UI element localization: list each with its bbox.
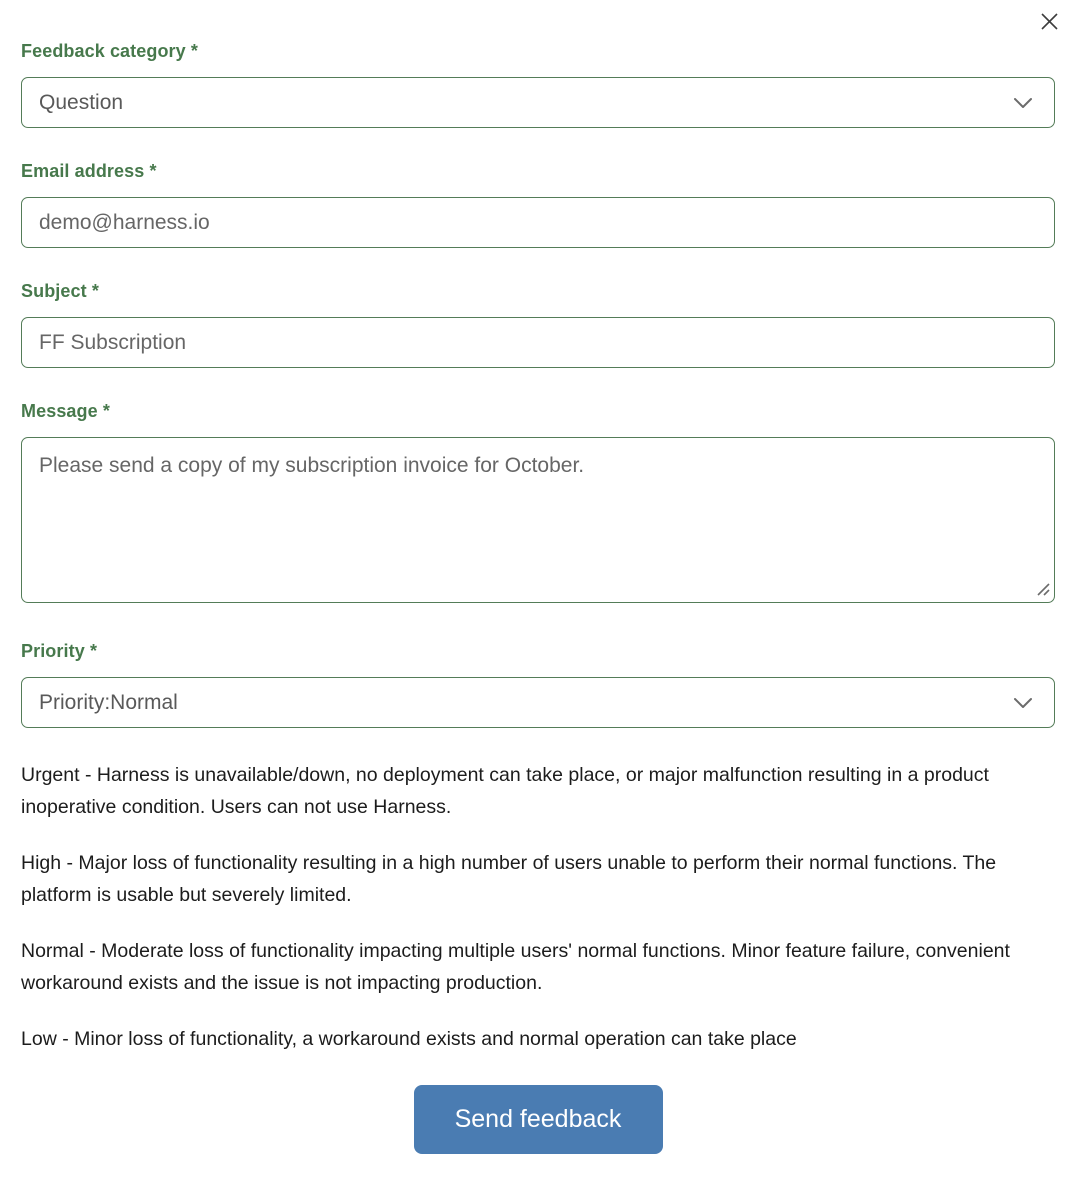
required-asterisk: * <box>89 641 98 661</box>
field-priority <box>21 641 1055 728</box>
email-address-label-text: Email address <box>21 161 145 181</box>
priority-help-block <box>21 759 1055 1055</box>
field-message <box>21 401 1055 608</box>
priority-label-text: Priority <box>21 641 85 661</box>
priority-help-high: High - Major loss of functionality resulting in a high number of users unable to perform their normal functions. The platform is usable but severely limited. <box>21 852 997 906</box>
chevron-down-icon <box>1013 91 1033 115</box>
message-textarea[interactable] <box>21 437 1055 603</box>
subject-label <box>21 281 1055 302</box>
field-subject <box>21 281 1055 368</box>
close-icon <box>1040 12 1059 34</box>
textarea-resize-handle-icon[interactable] <box>1035 581 1051 602</box>
priority-help-low: Low - Minor loss of functionality, a workaround exists and normal operation can take place <box>21 1028 797 1050</box>
message-textarea-wrap <box>21 437 1055 608</box>
message-label <box>21 401 1055 422</box>
priority-help-normal: Normal - Moderate loss of functionality impacting multiple users' normal functions. Minor feature failure, convenient workaround exists and the issue is not impacting production. <box>21 940 1010 994</box>
priority-selected-value: Priority:Normal <box>39 690 178 714</box>
feedback-category-select[interactable] <box>21 77 1055 128</box>
close-button[interactable] <box>1036 10 1062 36</box>
chevron-down-icon <box>1013 691 1033 715</box>
subject-label-text: Subject <box>21 281 87 301</box>
submit-row <box>21 1085 1055 1154</box>
feedback-category-label <box>21 41 1055 62</box>
priority-help-urgent: Urgent - Harness is unavailable/down, no deployment can take place, or major malfunction resulting in a product inoperative condition. Users can not use Harness. <box>21 764 989 818</box>
required-asterisk: * <box>102 401 110 421</box>
priority-select[interactable] <box>21 677 1055 728</box>
feedback-category-label-text: Feedback category <box>21 41 186 61</box>
email-address-label <box>21 161 1055 182</box>
required-asterisk: * <box>91 281 99 301</box>
feedback-category-selected-value: Question <box>39 90 124 114</box>
send-feedback-button[interactable]: Send feedback <box>414 1085 663 1154</box>
required-asterisk: * <box>149 161 157 181</box>
email-address-input[interactable] <box>21 197 1055 248</box>
priority-label <box>21 641 1055 662</box>
field-feedback-category <box>21 41 1055 128</box>
required-asterisk: * <box>190 41 198 61</box>
subject-input[interactable] <box>21 317 1055 368</box>
field-email-address <box>21 161 1055 248</box>
message-label-text: Message <box>21 401 98 421</box>
